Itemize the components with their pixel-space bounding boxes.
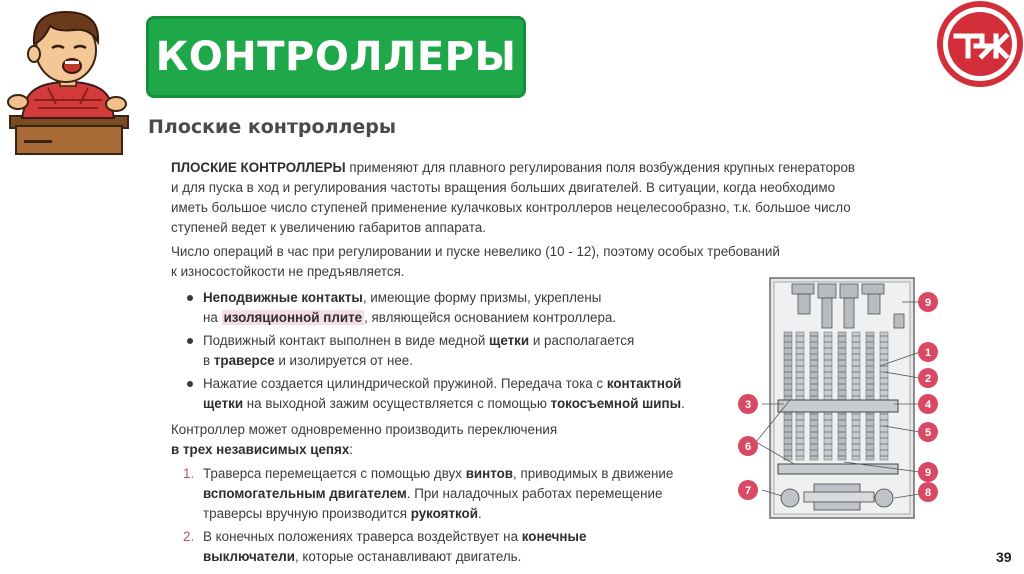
term: конечные <box>521 529 587 544</box>
controller-diagram <box>734 276 944 526</box>
section-subtitle: Плоские контроллеры <box>148 116 397 138</box>
text: и изолируется от нее. <box>274 353 413 368</box>
title-banner <box>146 16 526 98</box>
diagram-marker-9 <box>918 292 938 312</box>
text: , приводимых в движение <box>513 466 674 481</box>
text: , являющейся основанием контроллера. <box>364 310 617 325</box>
diagram-marker-4 <box>918 394 938 414</box>
mascot-illustration <box>4 4 132 156</box>
text: Контроллер может одновременно производить переключения <box>171 422 558 437</box>
diagram-marker-2 <box>918 368 938 388</box>
text: , имеющие форму призмы, укреплены <box>362 290 602 305</box>
term: траверсе <box>213 353 275 368</box>
marker-label: 8 <box>924 487 932 499</box>
term: щетки <box>203 396 244 411</box>
marker-label: 5 <box>924 427 932 439</box>
text: Подвижный контакт выполнен в виде медной <box>203 333 490 348</box>
marker-label: 9 <box>924 467 932 479</box>
term: винтов <box>465 466 514 481</box>
diagram-marker-6 <box>738 436 758 456</box>
term: вспомогательным двигателем <box>203 486 407 501</box>
term: токосъемной шипы <box>550 396 682 411</box>
marker-label: 9 <box>924 297 932 309</box>
term: контактной <box>606 376 682 391</box>
term: выключатели <box>203 549 295 564</box>
intro-text: ступеней ведет к увеличению габаритов аппарата. <box>171 220 486 235</box>
intro-text: применяют для плавного регулирования поля возбуждения крупных генераторов <box>345 160 856 175</box>
text: . <box>477 506 482 521</box>
page-number: 39 <box>996 549 1012 565</box>
list-number: 1. <box>183 466 195 481</box>
diagram-marker-7 <box>738 480 758 500</box>
diagram-marker-5 <box>918 422 938 442</box>
page-title: КОНТРОЛЛЕРЫ <box>155 34 517 80</box>
list-number: 2. <box>183 529 195 544</box>
text: В конечных положениях траверса воздействует на <box>203 529 522 544</box>
intro-text: к износостойкости не предъявляется. <box>171 264 405 279</box>
diagram-marker-1 <box>918 342 938 362</box>
text: Нажатие создается цилиндрической пружиной. Передача тока с <box>203 376 607 391</box>
text: траверсы вручную производится <box>203 506 411 521</box>
intro-text: иметь большое число ступеней применение кулачковых контроллеров нецелесообразно, т.к. большое число <box>171 200 851 215</box>
term: в трех независимых цепях <box>171 442 350 457</box>
marker-label: 1 <box>924 347 932 359</box>
term-flat-controllers: ПЛОСКИЕ КОНТРОЛЛЕРЫ <box>171 160 346 175</box>
marker-label: 4 <box>924 399 932 411</box>
term: Неподвижные контакты <box>203 290 363 305</box>
marker-label: 7 <box>744 485 752 497</box>
marker-label: 2 <box>924 373 932 385</box>
text: : <box>349 442 354 457</box>
diagram-marker-9 <box>918 462 938 482</box>
text: . При наладочных работах перемещение <box>406 486 663 501</box>
text: на выходной зажим осуществляется с помощью <box>243 396 551 411</box>
text: , которые останавливают двигатель. <box>294 549 522 564</box>
text: на <box>203 310 222 325</box>
text: . <box>681 396 685 411</box>
text: в <box>203 353 214 368</box>
intro-paragraph-1 <box>171 158 891 238</box>
highlighted-term: изоляционной плите <box>223 310 363 325</box>
list-item <box>171 527 891 567</box>
diagram-marker-3 <box>738 394 758 414</box>
text: Траверса перемещается с помощью двух <box>203 466 466 481</box>
text: и располагается <box>529 333 635 348</box>
marker-label: 3 <box>744 399 752 411</box>
intro-text: Число операций в час при регулировании и пуске невелико (10 - 12), поэтому особых требований <box>171 244 780 259</box>
marker-label: 6 <box>744 441 752 453</box>
intro-text: и для пуска в ход и регулирования частоты вращения больших двигателей. В ситуации, когда необходимо <box>171 180 836 195</box>
term: щетки <box>489 333 530 348</box>
diagram-marker-8 <box>918 482 938 502</box>
term: рукояткой <box>410 506 478 521</box>
company-logo <box>936 0 1024 88</box>
